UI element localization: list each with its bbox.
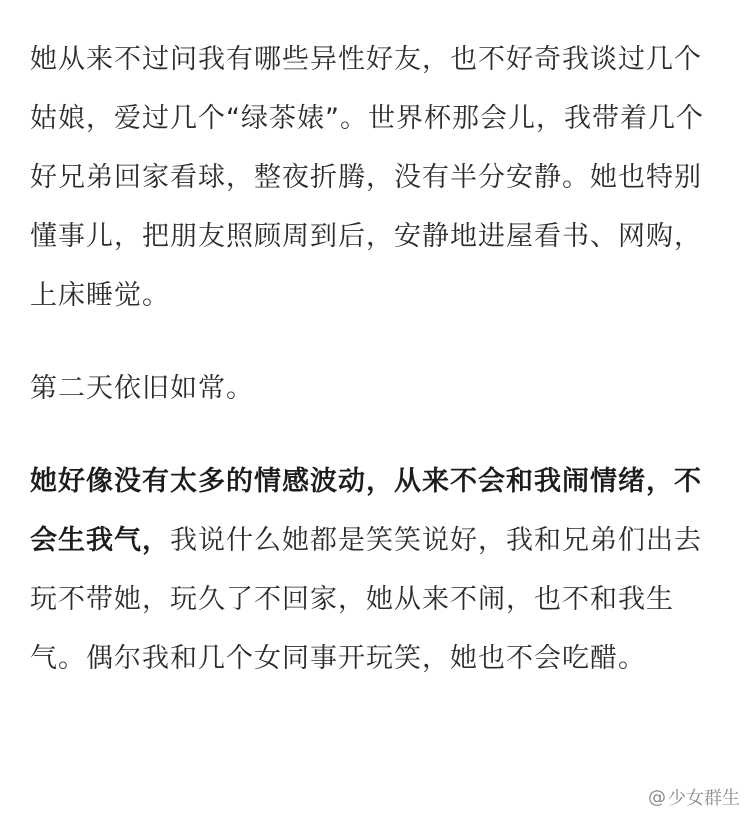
watermark-at: @ [648,786,666,808]
paragraph-1: 她从来不过问我有哪些异性好友，也不好奇我谈过几个姑娘，爱过几个“绿茶婊”。世界杯那会儿，我带着几个好兄弟回家看球，整夜折腾，没有半分安静。她也特别懂事儿，把朋友照顾周到后，安静地进屋看书、网购，上床睡觉。 [30,44,704,311]
paragraph-2: 第二天依旧如常。 [30,373,254,404]
paragraph-3-rest: 我说什么她都是笑笑说好，我和兄弟们出去玩不带她，玩久了不回家，她从来不闹，也不和我生气。偶尔我和几个女同事开玩笑，她也不会吃醋。 [30,525,702,674]
watermark-name: 少女群生 [668,788,740,809]
paragraph-3-bold: 她好像没有太多的情感波动，从来不会和我闹情绪，不会生我气， [30,466,702,556]
watermark [648,784,740,810]
paragraph-3 [30,452,708,688]
